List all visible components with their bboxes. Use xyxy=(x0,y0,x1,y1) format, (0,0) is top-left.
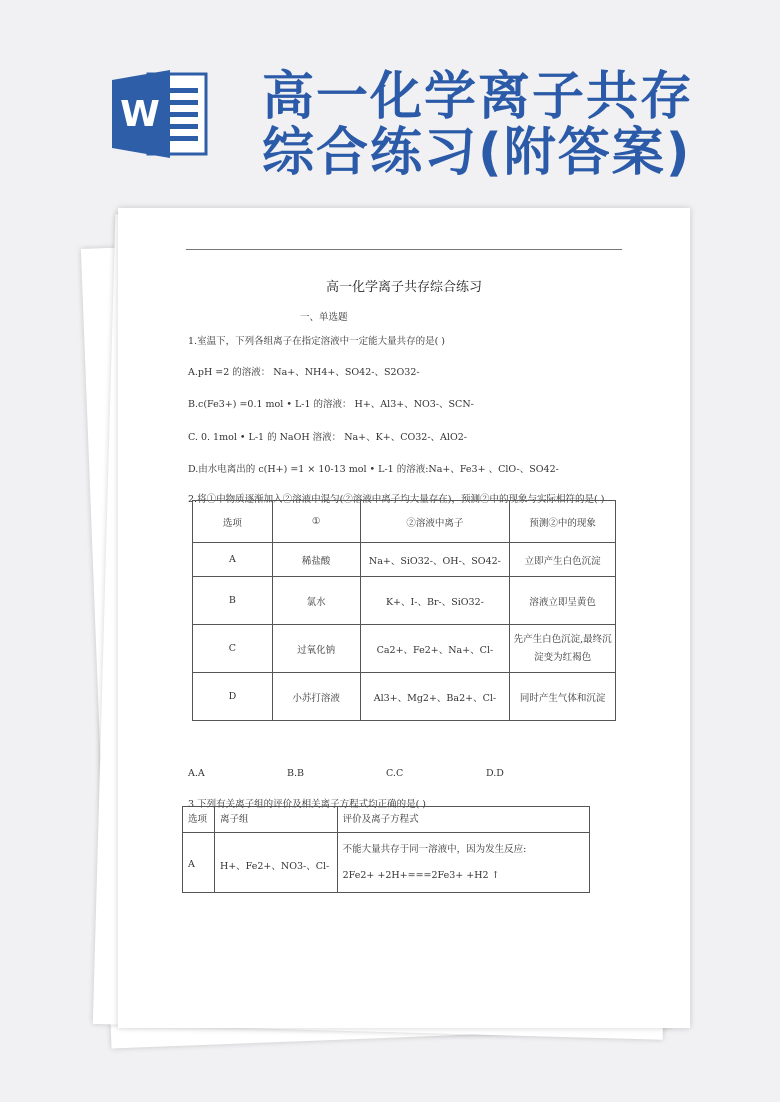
table-cell: 先产生白色沉淀,最终沉淀变为红褐色 xyxy=(510,625,616,673)
table-cell: Al3+、Mg2+、Ba2+、Cl- xyxy=(360,673,510,721)
cover-header xyxy=(0,0,780,200)
q2-table xyxy=(192,500,616,721)
q2-stem: 2.将①中物质逐渐加入②溶液中混匀(②溶液中离子均大量存在)，预测②中的现象与实际相符的是( ) xyxy=(188,494,605,505)
table-row xyxy=(193,577,616,625)
cover-title-line-1: 高一化学离子共存 xyxy=(262,67,695,127)
table-row xyxy=(193,543,616,577)
table-cell: B xyxy=(193,577,273,625)
table-cell: Ca2+、Fe2+、Na+、Cl- xyxy=(360,625,510,673)
q3-stem: 3.下列有关离子组的评价及相关离子方程式均正确的是( ) xyxy=(188,799,426,810)
q1-option-d: D.由水电离出的 c(H+) =1 × 10-13 mol • L-1 的溶液:Na+、Fe3+ 、ClO-、SO42- xyxy=(188,464,559,475)
q1-option-b: B.c(Fe3+) =0.1 mol • L-1 的溶液： H+、Al3+、NO3-、SCN- xyxy=(188,399,474,410)
table-cell: 立即产生白色沉淀 xyxy=(510,543,616,577)
table-cell: Na+、SiO32-、OH-、SO42- xyxy=(360,543,510,577)
svg-text:W: W xyxy=(120,94,160,135)
table-cell: 同时产生气体和沉淀 xyxy=(510,673,616,721)
q2-table-header-row xyxy=(193,501,616,543)
table-cell: 溶液立即呈黄色 xyxy=(510,577,616,625)
ionic-equation: 2Fe2+ +2H+===2Fe3+ +H2 ↑ xyxy=(342,870,500,881)
q3-header-evaluation: 评价及离子方程式 xyxy=(337,807,589,833)
evaluation-text: 不能大量共存于同一溶液中，因为发生反应: xyxy=(342,844,527,855)
document-title: 高一化学离子共存综合练习 xyxy=(325,280,482,295)
table-cell: 氯水 xyxy=(272,577,360,625)
table-cell: H+、Fe2+、NO3-、Cl- xyxy=(214,833,337,893)
q2-header-reagent: ① xyxy=(272,501,360,543)
q3-header-option: 选项 xyxy=(183,807,215,833)
table-cell: A xyxy=(193,543,273,577)
table-cell: 稀盐酸 xyxy=(272,543,360,577)
q2-header-option: 选项 xyxy=(193,501,273,543)
q1-option-c: C. 0. 1mol • L-1 的 NaOH 溶液： Na+、K+、CO32-、AlO2- xyxy=(188,432,467,443)
table-row xyxy=(183,833,590,893)
q3-table-header-row xyxy=(183,807,590,833)
table-cell xyxy=(337,833,589,893)
q2-option-a: A.A xyxy=(188,768,205,779)
table-cell: D xyxy=(193,673,273,721)
q3-header-ions: 离子组 xyxy=(214,807,337,833)
q1-stem: 1.室温下，下列各组离子在指定溶液中一定能大量共存的是( ) xyxy=(188,336,445,347)
table-cell: A xyxy=(183,833,215,893)
q1-option-a: A.pH =2 的溶液： Na+、NH4+、SO42-、S2O32- xyxy=(188,367,420,378)
table-cell: C xyxy=(193,625,273,673)
table-cell: K+、I-、Br-、SiO32- xyxy=(360,577,510,625)
q2-option-b: B.B xyxy=(287,768,304,779)
word-document-icon xyxy=(110,66,210,162)
table-cell: 过氧化钠 xyxy=(272,625,360,673)
table-row xyxy=(193,673,616,721)
table-row xyxy=(193,625,616,673)
header-rule xyxy=(186,249,622,250)
table-cell: 小苏打溶液 xyxy=(272,673,360,721)
q3-table xyxy=(182,806,590,893)
section-heading: 一、单选题 xyxy=(300,312,348,323)
q2-option-c: C.C xyxy=(386,768,404,779)
cover-title-line-2: 综合练习(附答案) xyxy=(262,123,692,183)
q2-header-prediction: 预测②中的现象 xyxy=(510,501,616,543)
q2-header-ions: ②溶液中离子 xyxy=(360,501,510,543)
q2-option-d: D.D xyxy=(486,768,504,779)
